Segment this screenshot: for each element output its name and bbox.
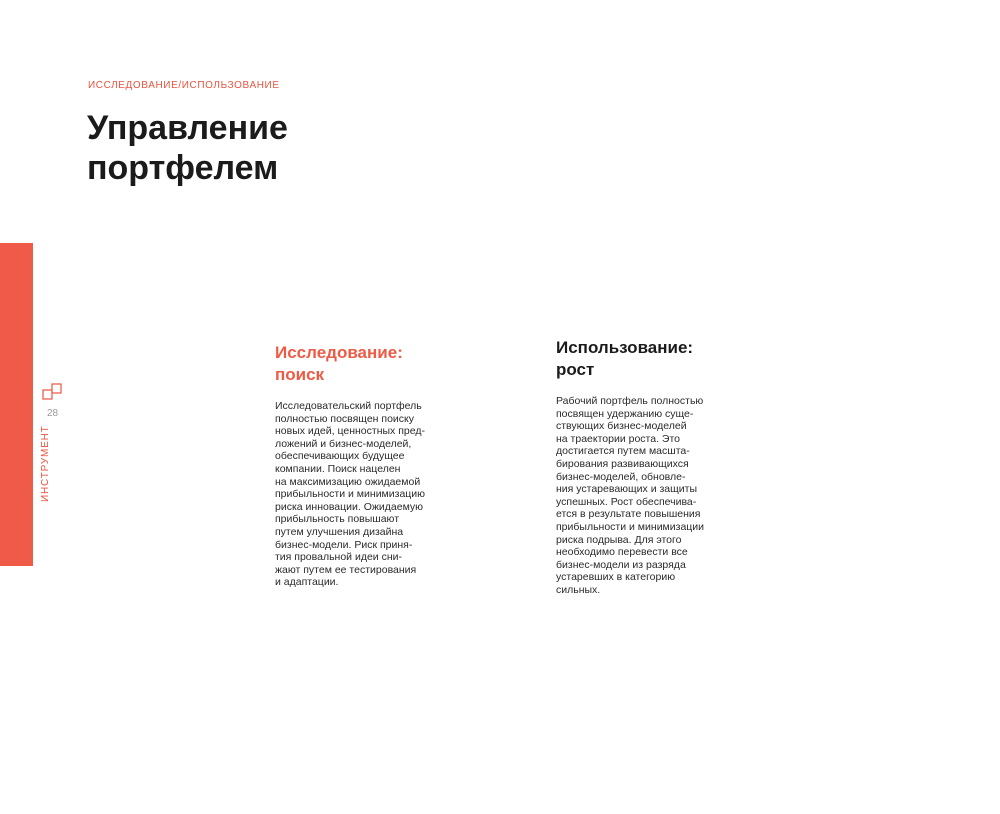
exploration-column [275, 342, 455, 589]
side-accent-bar [0, 243, 33, 566]
exploration-heading: Исследование: поиск [275, 343, 403, 384]
breadcrumb: ИССЛЕДОВАНИЕ/ИСПОЛЬЗОВАНИЕ [88, 80, 280, 91]
page-number: 28 [47, 408, 59, 419]
exploration-text: Исследовательский портфель полностью посвящен поиску новых идей, ценностных пред- ложений и бизнес-моделей, обеспечивающих будущее компании. Поиск нацелен на максимизацию ожидаемой прибыльности и минимизацию риска инновации. Ожидаемую прибыльность повышают путем улучшения дизайна бизнес-модели. Риск приня- тия провальной идеи сни- жают путем ее тестирования и адаптации. [275, 400, 426, 589]
exploitation-heading: Использование: рост [556, 338, 694, 379]
section-label: ИНСТРУМЕНТ [40, 425, 51, 502]
stacked-squares-icon [42, 380, 66, 402]
exploitation-text: Рабочий портфель полностью посвящен удержанию суще- ствующих бизнес-моделей на траектории роста. Это достигается путем масшта- бирования развивающихся бизнес-моделей, обновле- ния устаревающих и защиты успешных. Рост обеспечива- ется в результате повышения прибыльности и минимизации риска подрыва. Для этого необходимо перевести все бизнес-модели из разряда устаревших в категорию сильных. [556, 395, 705, 596]
page-title: Управление портфелем [87, 109, 288, 187]
exploitation-column [556, 337, 731, 597]
